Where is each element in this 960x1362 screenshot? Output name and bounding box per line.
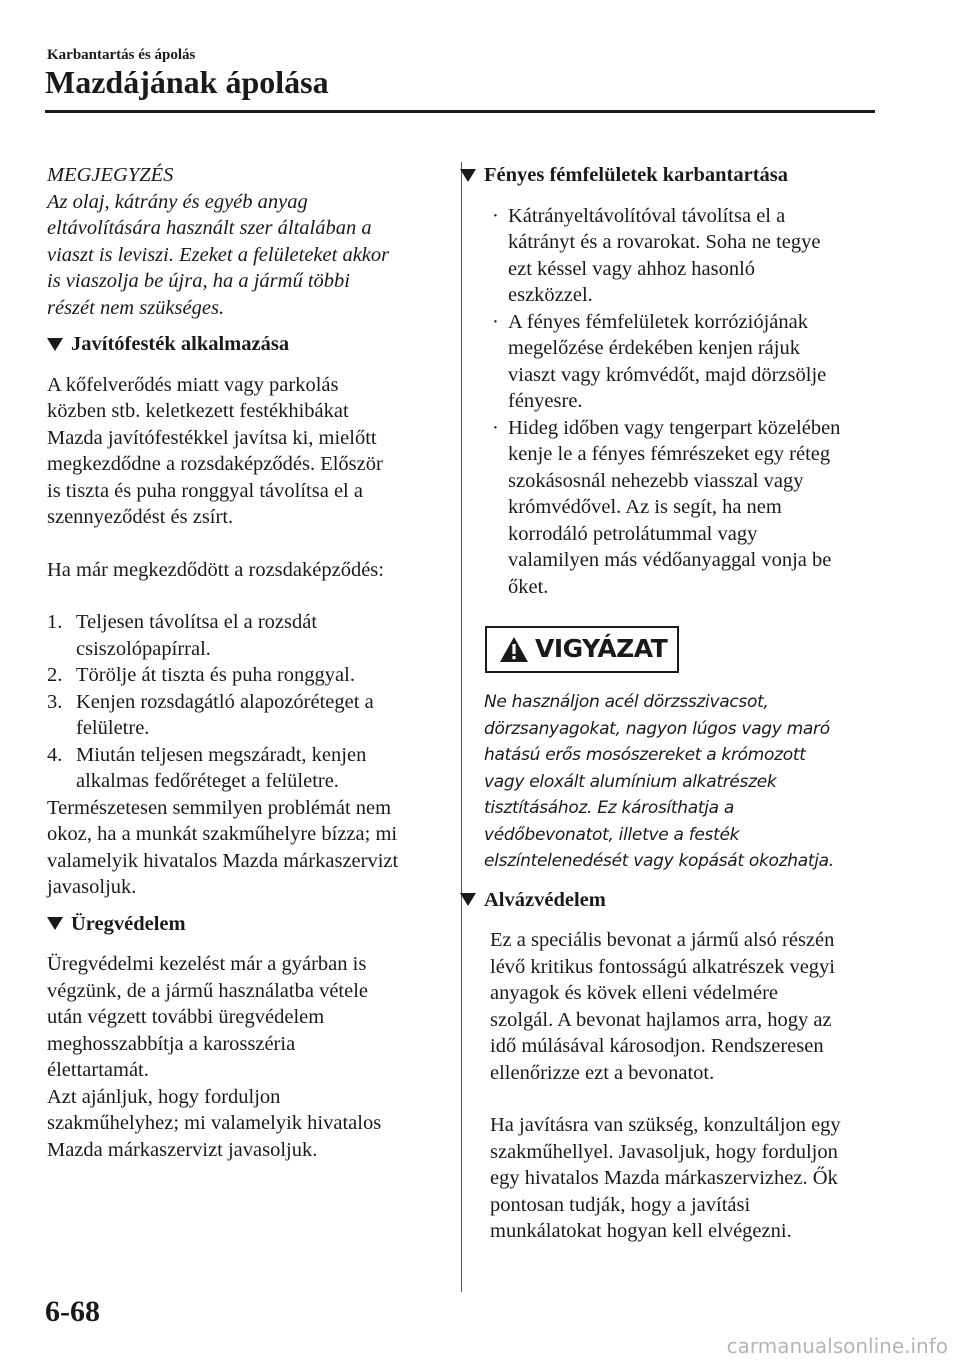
- bullet-icon: [490, 547, 508, 574]
- text-line: vagy eloxált alumínium alkatrészek: [484, 771, 777, 792]
- text-line: Ez a speciális bevonat a jármű alsó részén: [490, 929, 835, 951]
- underbody-paragraph: [490, 927, 880, 1086]
- list-item: [490, 256, 880, 283]
- section-heading-bright-metal: [484, 162, 880, 189]
- list-item: [490, 203, 880, 230]
- section-heading-text: Javítófesték alkalmazása: [71, 333, 290, 355]
- caution-box: [485, 626, 679, 673]
- list-item: [490, 229, 880, 256]
- triangle-down-icon: [47, 917, 63, 930]
- bullet-icon: [490, 256, 508, 283]
- note-block: [47, 162, 442, 321]
- bullet-icon: [490, 468, 508, 495]
- list-text: kátrányt és a rovarokat. Soha ne tegye: [508, 231, 821, 253]
- list-text: valamilyen más védőanyaggal vonja be: [508, 549, 832, 571]
- list-text: Törölje át tiszta és puha ronggyal.: [76, 664, 355, 686]
- text-line: részét nem szükséges.: [47, 296, 225, 319]
- section-heading-touchup: [47, 331, 442, 358]
- list-item: [490, 388, 880, 415]
- text-line: Az olaj, kátrány és egyéb anyag: [47, 190, 308, 213]
- list-item: [490, 335, 880, 362]
- list-item: [490, 468, 880, 495]
- text-line: Üregvédelmi kezelést már a gyárban is: [47, 953, 367, 975]
- bullet-icon: [490, 388, 508, 415]
- list-text: eszközzel.: [508, 284, 593, 306]
- bullet-icon: ·: [492, 310, 499, 333]
- text-line: tisztításához. Ez károsíthatja a: [484, 798, 735, 818]
- list-item: [47, 609, 442, 636]
- bullet-icon: [490, 362, 508, 389]
- list-item: [490, 362, 880, 389]
- bullet-icon: [490, 229, 508, 256]
- list-item: [490, 574, 880, 601]
- list-text: Teljesen távolítsa el a rozsdát: [76, 611, 318, 633]
- caution-text: [484, 689, 880, 875]
- left-column: [47, 162, 442, 1163]
- section-heading-text: Fényes fémfelületek karbantartása: [484, 164, 789, 186]
- text-line: A kőfelverődés miatt vagy parkolás: [47, 373, 339, 396]
- right-column: [484, 162, 880, 1245]
- touchup-paragraph: [47, 372, 442, 531]
- text-line: elszíntelenedését vagy kopását okozhatja.: [484, 851, 834, 871]
- cavity-paragraph: [47, 951, 442, 1163]
- text-line: is viaszolja be újra, ha a jármű többi: [47, 270, 350, 292]
- list-text: kenje le a fényes fémrészeket egy réteg: [508, 443, 831, 465]
- text-line: szakműhellyel. Javasoljuk, hogy forduljon: [490, 1140, 838, 1163]
- text-line: élettartamát.: [47, 1059, 149, 1081]
- text-line: Természetesen semmilyen problémát nem: [47, 796, 392, 819]
- list-number: 4.: [47, 743, 63, 766]
- list-text: alkalmas fedőréteget a felületre.: [76, 770, 339, 792]
- list-number: [47, 768, 76, 795]
- text-line: után végzett további üregvédelem: [47, 1006, 325, 1028]
- bullet-icon: ·: [492, 416, 499, 439]
- watermark: carmanualsonline.info: [726, 1334, 948, 1358]
- list-item: [490, 415, 880, 442]
- text-line: okoz, ha a munkát szakműhelyre bízza; mi: [47, 823, 398, 845]
- text-line: Mazda javítófestékkel javítsa ki, mielőtt: [47, 426, 377, 449]
- list-text: Kátrányeltávolítóval távolítsa el a: [508, 204, 786, 227]
- text-line: megkezdődne a rozsdaképződés. Először: [47, 453, 383, 475]
- triangle-down-icon: [47, 338, 63, 351]
- list-text: A fényes fémfelületek korróziójának: [508, 310, 808, 333]
- text-line: valamelyik hivatalos Mazda márkaszervizt: [47, 849, 399, 872]
- list-number: [47, 636, 76, 663]
- text-line: viaszt is leviszi. Ezeket a felületeket akkor: [47, 243, 390, 266]
- list-text: Miután teljesen megszáradt, kenjen: [76, 743, 367, 766]
- triangle-down-icon: [460, 169, 476, 182]
- list-item: [47, 768, 442, 795]
- bullet-icon: [490, 521, 508, 548]
- list-text: szokásosnál nehezebb viasszal vagy: [508, 469, 804, 492]
- section-heading-underbody: [484, 887, 880, 914]
- list-text: Hideg időben vagy tengerpart közelében: [508, 416, 841, 439]
- list-text: korrodáló petrolátummal vagy: [508, 522, 758, 545]
- text-line: egy hivatalos Mazda márkaszervizhez. Ők: [490, 1167, 838, 1189]
- bullet-icon: [490, 335, 508, 362]
- list-text: csiszolópapírral.: [76, 637, 211, 660]
- column-divider: [461, 162, 462, 1292]
- section-heading-text: Üregvédelem: [71, 912, 186, 935]
- text-line: Mazda márkaszervizt javasoljuk.: [47, 1138, 318, 1161]
- text-line: eltávolítására használt szer általában a: [47, 217, 372, 239]
- list-number: 3.: [47, 690, 63, 713]
- text-line: Ha javításra van szükség, konzultáljon egy: [490, 1114, 841, 1136]
- list-item: [490, 521, 880, 548]
- text-line: szolgál. A bevonat hajlamos arra, hogy az: [490, 1008, 832, 1031]
- text-line: javasoljuk.: [47, 876, 137, 898]
- page-number: 6-68: [45, 1295, 100, 1328]
- text-line: lévő kritikus fontosságú alkatrészek vegyi: [490, 955, 835, 978]
- bullet-icon: [490, 441, 508, 468]
- text-line: szakműhelyhez; mi valamelyik hivatalos: [47, 1112, 382, 1134]
- rust-steps-list: [47, 609, 442, 795]
- list-text: felületre.: [76, 717, 150, 739]
- list-item: [47, 742, 442, 769]
- note-text: [47, 189, 442, 322]
- text-line: meghosszabbítja a karosszéria: [47, 1032, 296, 1055]
- repair-paragraph: [490, 1112, 880, 1245]
- text-line: védőbevonatot, illetve a festék: [484, 824, 740, 845]
- breadcrumb: Karbantartás és ápolás: [47, 47, 196, 63]
- caution-label: VIGYÁZAT: [535, 634, 668, 664]
- list-item: [47, 715, 442, 742]
- text-line: is tiszta és puha ronggyal távolítsa el a: [47, 479, 363, 502]
- section-heading-cavity: [47, 911, 442, 938]
- note-heading: MEGJEGYZÉS: [47, 164, 174, 186]
- text-line: anyagok és kövek elleni védelmére: [490, 982, 779, 1004]
- text-line: Azt ajánljuk, hogy forduljon: [47, 1085, 281, 1108]
- bullet-icon: [490, 282, 508, 309]
- text-line: szennyeződést és zsírt.: [47, 506, 234, 528]
- rust-intro: Ha már megkezdődött a rozsdaképződés:: [47, 558, 384, 581]
- bullet-icon: [490, 574, 508, 601]
- list-number: 1.: [47, 611, 63, 633]
- list-item: [490, 282, 880, 309]
- list-text: krómvédővel. Az is segít, ha nem: [508, 496, 782, 518]
- text-line: Ne használjon acél dörzsszivacsot,: [484, 692, 769, 712]
- triangle-down-icon: [460, 893, 476, 906]
- list-text: ezt késsel vagy ahhoz hasonló: [508, 257, 756, 280]
- list-text: viaszt vagy krómvédőt, majd dörzsölje: [508, 363, 827, 386]
- list-item: [490, 547, 880, 574]
- section-heading-text: Alvázvédelem: [484, 888, 606, 911]
- list-text: fényesre.: [508, 390, 583, 412]
- list-item: [490, 494, 880, 521]
- list-text: megelőzése érdekében kenjen rájuk: [508, 337, 800, 359]
- text-line: dörzsanyagokat, nagyon lúgos vagy maró: [484, 718, 830, 739]
- list-item: [47, 689, 442, 716]
- list-number: 2.: [47, 664, 63, 686]
- text-line: közben stb. keletkezett festékhibákat: [47, 400, 349, 422]
- bullet-icon: [490, 494, 508, 521]
- text-line: idő múlásával károsodjon. Rendszeresen: [490, 1035, 824, 1057]
- workshop-paragraph: [47, 795, 442, 901]
- list-item: [490, 309, 880, 336]
- bullet-icon: ·: [492, 204, 499, 227]
- list-item: [47, 636, 442, 663]
- bright-metal-bullet-list: [490, 203, 880, 601]
- list-item: [490, 441, 880, 468]
- list-text: őket.: [508, 575, 549, 598]
- text-line: hatású erős mosószereket a krómozott: [484, 745, 806, 765]
- title-rule: [45, 110, 875, 113]
- warning-triangle-icon: [499, 636, 529, 663]
- page-title: Mazdájának ápolása: [45, 64, 329, 100]
- list-number: [47, 715, 76, 742]
- text-line: pontosan tudják, hogy a javítási: [490, 1193, 751, 1216]
- caution-block: [482, 626, 880, 875]
- list-text: Kenjen rozsdagátló alapozóréteget a: [76, 690, 374, 713]
- text-line: munkálatokat hogyan kell elvégezni.: [490, 1220, 792, 1242]
- list-item: [47, 662, 442, 689]
- text-line: végzünk, de a jármű használatba vétele: [47, 979, 369, 1002]
- text-line: ellenőrizze ezt a bevonatot.: [490, 1061, 715, 1084]
